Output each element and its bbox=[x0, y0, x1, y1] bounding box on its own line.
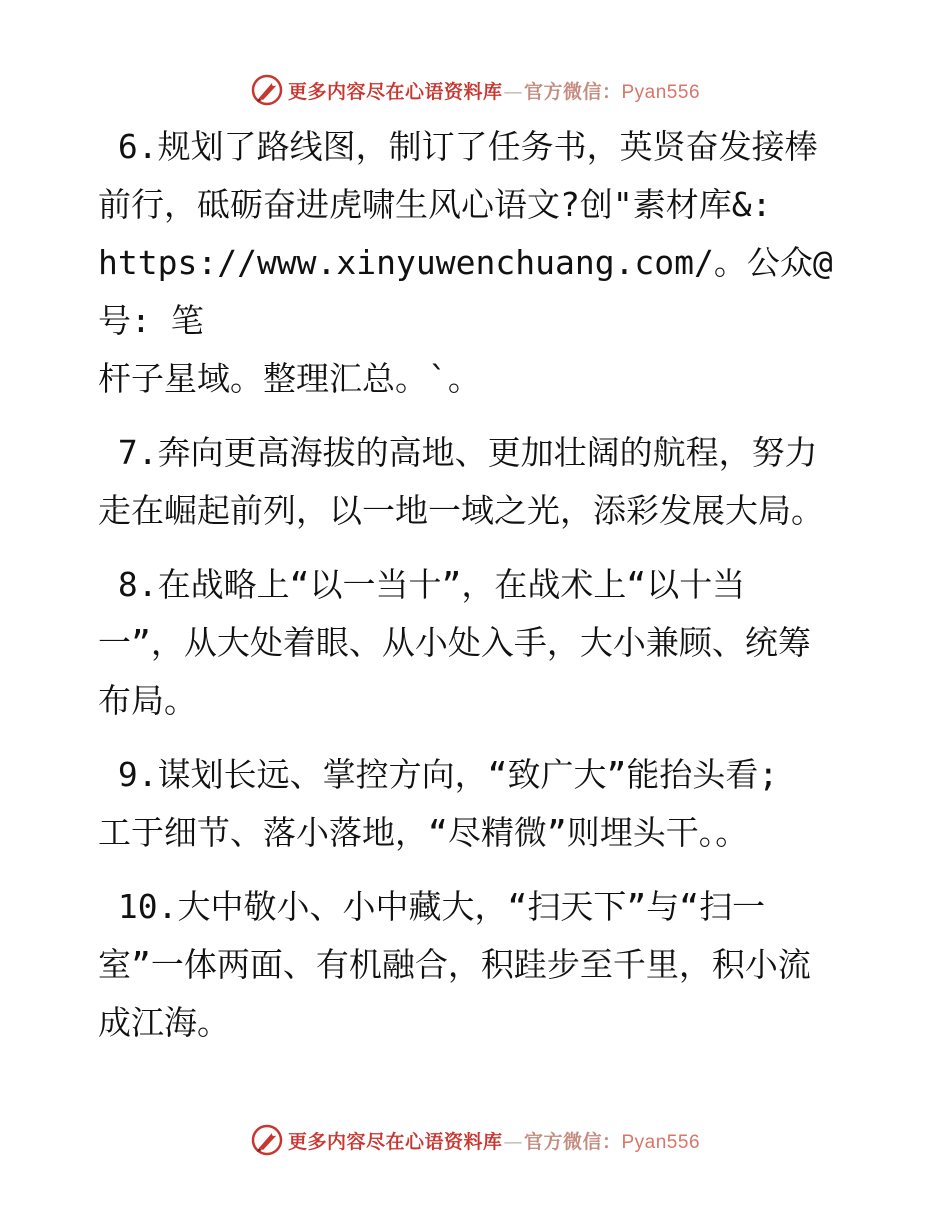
pen-logo-icon bbox=[250, 73, 284, 107]
header-text bbox=[288, 77, 700, 104]
header-dash: — bbox=[503, 80, 523, 103]
footer-text bbox=[288, 1127, 700, 1154]
paragraph-line: 布局。 bbox=[98, 681, 197, 720]
footer-dash: — bbox=[503, 1130, 523, 1153]
paragraph-9 bbox=[98, 746, 858, 862]
paragraph-line: 成江海。 bbox=[98, 1003, 230, 1042]
document-body bbox=[98, 118, 858, 1068]
paragraph-line: https://www.xinyuwenchuang.com/。公众@号: 笔 bbox=[98, 243, 833, 340]
paragraph-7 bbox=[98, 424, 858, 540]
paragraph-10 bbox=[98, 878, 858, 1052]
footer-wechat-label: 官方微信： bbox=[523, 1130, 622, 1153]
header-banner bbox=[0, 70, 950, 110]
footer-wechat-id: Pyan556 bbox=[621, 1131, 701, 1153]
paragraph-line: 6.规划了路线图，制订了任务书，英贤奋发接棒 bbox=[98, 127, 818, 166]
paragraph-line: 工于细节、落小落地，“尽精微”则埋头干。。 bbox=[98, 813, 749, 852]
paragraph-line: 室”一体两面、有机融合，积跬步至千里，积小流 bbox=[98, 945, 811, 984]
paragraph-line: 一”，从大处着眼、从小处入手，大小兼顾、统筹 bbox=[98, 623, 811, 662]
paragraph-6 bbox=[98, 118, 858, 408]
header-wechat-id: Pyan556 bbox=[621, 81, 701, 103]
paragraph-8 bbox=[98, 556, 858, 730]
header-wechat-label: 官方微信： bbox=[523, 80, 622, 103]
pen-logo-icon bbox=[250, 1123, 284, 1157]
header-site-name: 更多内容尽在心语资料库 bbox=[287, 80, 503, 103]
footer-banner bbox=[0, 1120, 950, 1160]
paragraph-line: 8.在战略上“以一当十”，在战术上“以十当 bbox=[98, 565, 746, 604]
paragraph-line: 走在崛起前列，以一地一域之光，添彩发展大局。 bbox=[98, 491, 824, 530]
paragraph-line: 前行，砥砺奋进虎啸生风心语文?创"素材库&: bbox=[98, 185, 772, 224]
footer-site-name: 更多内容尽在心语资料库 bbox=[287, 1130, 503, 1153]
paragraph-line: 杆子星域。整理汇总。`。 bbox=[98, 359, 481, 398]
paragraph-line: 9.谋划长远、掌控方向，“致广大”能抬头看; bbox=[98, 755, 779, 794]
paragraph-line: 7.奔向更高海拔的高地、更加壮阔的航程，努力 bbox=[98, 433, 818, 472]
paragraph-line: 10.大中敬小、小中藏大，“扫天下”与“扫一 bbox=[98, 887, 766, 926]
